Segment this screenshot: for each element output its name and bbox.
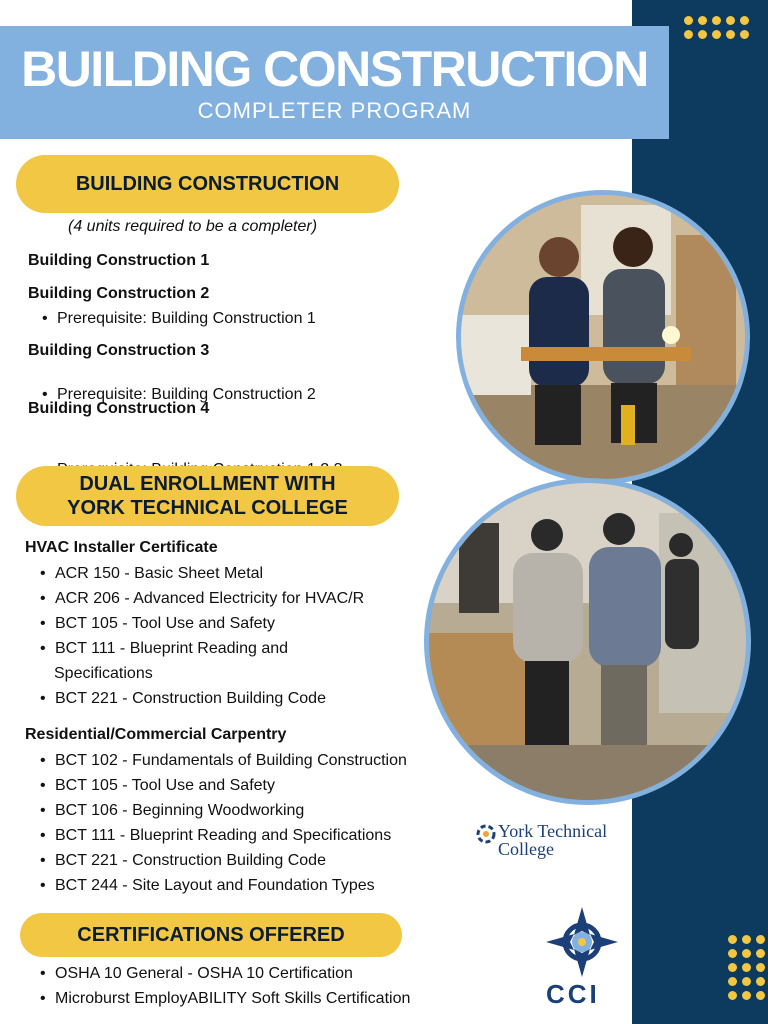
list-item: • OSHA 10 General - OSHA 10 Certification xyxy=(40,961,410,986)
york-compass-icon xyxy=(476,824,496,844)
list-item: • BCT 221 - Construction Building Code xyxy=(40,848,407,873)
students-photo-workshop xyxy=(424,478,751,805)
photo-illustration xyxy=(461,195,745,479)
section-pill-building-construction: BUILDING CONSTRUCTION xyxy=(16,155,399,213)
carpentry-course-list xyxy=(40,748,407,898)
list-item: • ACR 150 - Basic Sheet Metal xyxy=(40,561,364,586)
completer-note: (4 units required to be a completer) xyxy=(68,218,318,235)
list-item: • Microburst EmployABILITY Soft Skills Certification xyxy=(40,986,410,1011)
pill-line: YORK TECHNICAL COLLEGE xyxy=(67,497,348,519)
course-title: Building Construction 1 xyxy=(28,252,210,269)
list-item: • BCT 105 - Tool Use and Safety xyxy=(40,773,407,798)
course-prereq: • Prerequisite: Building Construction 2 xyxy=(42,386,768,404)
york-logo-line: College xyxy=(498,839,554,859)
pill-line: DUAL ENROLLMENT WITH xyxy=(79,473,336,495)
list-item-continuation: Specifications xyxy=(54,665,153,682)
decorative-dots-top xyxy=(684,16,749,39)
list-item: • BCT 244 - Site Layout and Foundation Types xyxy=(40,873,407,898)
list-item: • ACR 206 - Advanced Electricity for HVAC/R xyxy=(40,586,364,611)
list-item: • BCT 221 - Construction Building Code xyxy=(40,686,364,711)
cci-logo xyxy=(542,905,622,1009)
list-item: • BCT 106 - Beginning Woodworking xyxy=(40,798,407,823)
section-pill-dual-enrollment xyxy=(16,466,399,526)
cci-compass-icon xyxy=(542,905,622,979)
carpentry-title: Residential/Commercial Carpentry xyxy=(25,726,287,743)
list-item: • BCT 111 - Blueprint Reading and xyxy=(40,636,364,661)
hvac-title: HVAC Installer Certificate xyxy=(25,539,218,556)
students-photo-lamp-project xyxy=(456,190,750,484)
list-item: • BCT 102 - Fundamentals of Building Construction xyxy=(40,748,407,773)
certification-list xyxy=(40,961,410,1011)
list-item: • BCT 105 - Tool Use and Safety xyxy=(40,611,364,636)
section-pill-certifications: CERTIFICATIONS OFFERED xyxy=(20,913,402,957)
decorative-dots-bottom xyxy=(728,935,765,1000)
york-technical-college-logo xyxy=(476,822,626,866)
cci-logo-text: CCI xyxy=(546,979,600,1009)
course-title: Building Construction 4 xyxy=(28,400,210,417)
photo-illustration xyxy=(429,483,746,800)
course-prereq: • Prerequisite: Building Construction 1 xyxy=(42,310,768,328)
header-banner xyxy=(0,26,669,139)
page-subtitle: COMPLETER PROGRAM xyxy=(197,98,472,123)
course-title: Building Construction 3 xyxy=(28,342,210,359)
page-title: BUILDING CONSTRUCTION xyxy=(21,41,648,97)
york-logo-text xyxy=(498,822,607,858)
course-title: Building Construction 2 xyxy=(28,285,210,302)
hvac-course-list xyxy=(40,561,364,711)
list-item: • BCT 111 - Blueprint Reading and Specifications xyxy=(40,823,407,848)
york-logo-line: York Technical xyxy=(498,821,608,841)
